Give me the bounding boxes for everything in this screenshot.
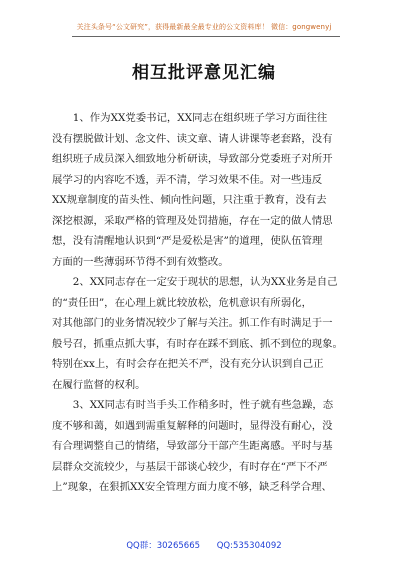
paragraph-1 (52, 108, 366, 272)
text-line: 1、作为XX党委书记，XX同志在组织班子学习方面往往 (52, 112, 328, 124)
text-line: 度不够和蔼，如遇到需重复解释的问题时，显得没有耐心，没 (52, 419, 333, 432)
document-body (52, 108, 366, 498)
footer-contact (0, 539, 408, 551)
text-line: 想，没有清醒地认识到“严是爱松是害”的道理，使队伍管理 (52, 235, 323, 247)
footer-qq-group: QQ群：30265665 (126, 541, 201, 551)
text-line: 上”现象，在狠抓XX安全管理方面力度不够，缺乏科学合理、 (52, 481, 332, 493)
footer-qq-number: QQ:535304092 (216, 541, 282, 551)
text-line: XX规章制度的苗头性、倾向性问题，只注重于教育，没有去 (52, 194, 327, 206)
header-divider (72, 36, 340, 37)
text-line: 有合理调整自己的情绪，导致部分干部产生距离感。平时与基 (52, 440, 333, 452)
text-line: 在履行监督的权利。 (52, 378, 146, 391)
text-line: 组织班子成员深入细致地分析研读，导致部分党委班子对所开 (52, 153, 333, 165)
text-line: 般号召，抓重点抓大事，有时存在踩不到底、抓不到位的现象。 (52, 337, 343, 350)
text-line: 方面的一些薄弱环节得不到有效整改。 (52, 255, 229, 268)
document-title: 相互批评意见汇编 (132, 63, 276, 83)
text-line: 对其他部门的业务情况较少了解与关注。抓工作有时满足于一 (52, 317, 333, 329)
text-line: 的“责任田”，在心理上就比较放松，危机意识有所弱化， (52, 296, 312, 309)
paragraph-2 (52, 272, 366, 395)
text-line: 展学习的内容吃不透，弄不清，学习效果不佳。对一些违反 (52, 173, 323, 186)
text-line: 没有摆脱做计划、念文件、读文章、请人讲课等老套路，没有 (52, 132, 333, 145)
header-promo-text: 关注头条号“公文研究”，获得最新最全最专业的公文资料库！ 微信：gongwenyj (76, 23, 332, 31)
text-line: 层群众交流较少，与基层干部谈心较少，有时存在“严下不严 (52, 460, 328, 473)
text-line: 深挖根源，采取严格的管理及处罚措施，存在一定的做人情思 (52, 214, 333, 227)
paragraph-3 (52, 395, 366, 498)
text-line: 3、XX同志有时当手头工作稍多时，性子就有些急躁，态 (52, 399, 334, 411)
text-line: 特别在xx上，有时会存在把关不严，没有充分认识到自己正 (52, 358, 324, 370)
text-line: 2、XX同志存在一定安于现状的思想，认为XX业务是自己 (52, 276, 338, 288)
